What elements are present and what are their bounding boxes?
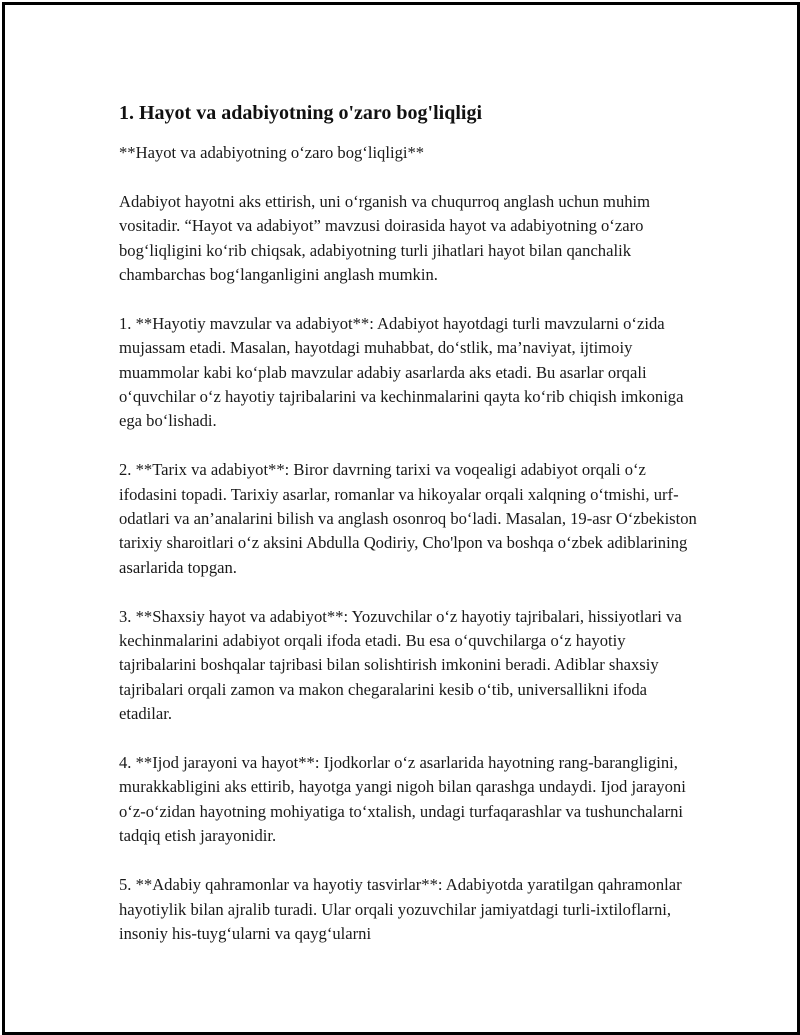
paragraph-history: 2. **Tarix va adabiyot**: Biror davrning tarixi va voqealigi adabiyot orqali o‘z ifodasini topadi. Tarixiy asarlar, romanlar va hikoyalar orqali xalqning o‘tmishi, urf-odatlari va an’analarini bilish va anglash osonroq bo‘ladi. Masalan, 19-asr O‘zbekiston tarixiy sharoitlari o‘z aksini Abdulla Qodiriy, Cho'lpon va boshqa o‘zbek adiblarining asarlarida topgan.	[119, 460, 697, 577]
paragraph-personal-life: 3. **Shaxsiy hayot va adabiyot**: Yozuvchilar o‘z hayotiy tajribalari, hissiyotlari va kechinmalarini adabiyot orqali ifoda etadi. Bu esa o‘quvchilarga o‘z hayotiy tajribalarini boshqalar tajribasi bilan solishtirish imkonini beradi. Adiblar shaxsiy tajribalari orqali zamon va makon chegaralarini kesib o‘tib, universallikni ifoda etadilar.	[119, 606, 682, 724]
document-title: 1. Hayot va adabiyotning o'zaro bog'liqligi	[119, 102, 483, 124]
paragraph-life-themes: 1. **Hayotiy mavzular va adabiyot**: Adabiyot hayotdagi turli mavzularni o‘zida mujassam etadi. Masalan, hayotdagi muhabbat, do‘stlik, ma’naviyat, ijtimoiy muammolar kabi ko‘plab mavzular adabiy asarlarda aks etadi. Bu asarlar orqali o‘quvchilar o‘z hayotiy tajribalarini va kechinmalarini qayta ko‘rib chiqish imkoniga ega bo‘lishadi.	[119, 313, 684, 431]
document-body	[119, 99, 697, 971]
document-subtitle: **Hayot va adabiyotning o‘zaro bog‘liqligi**	[119, 143, 425, 162]
intro-paragraph: Adabiyot hayotni aks ettirish, uni o‘rganish va chuqurroq anglash uchun muhim vositadir. “Hayot va adabiyot” mavzusi doirasida hayot va adabiyotning o‘zaro bog‘liqligini ko‘rib chiqsak, adabiyotning turli jihatlari hayot bilan qanchalik chambarchas bog‘langanligini anglash mumkin.	[119, 191, 651, 285]
paragraph-creative-process: 4. **Ijod jarayoni va hayot**: Ijodkorlar o‘z asarlarida hayotning rang-barangligini, murakkabligini aks ettirib, hayotga yangi nigoh bilan qarashga undaydi. Ijod jarayoni o‘z-o‘zidan hayotning mohiyatiga to‘xtalish, undagi turfaqarashlar va tushunchalarni tadqiq etish jarayonidir.	[119, 753, 686, 846]
page-frame	[2, 2, 800, 1035]
paragraph-literary-heroes: 5. **Adabiy qahramonlar va hayotiy tasvirlar**: Adabiyotda yaratilgan qahramonlar hayotiylik bilan ajralib turadi. Ular orqali yozuvchilar jamiyatdagi turli-ixtiloflarni, insoniy his-tuyg‘ularni va qayg‘ularni	[119, 875, 682, 943]
